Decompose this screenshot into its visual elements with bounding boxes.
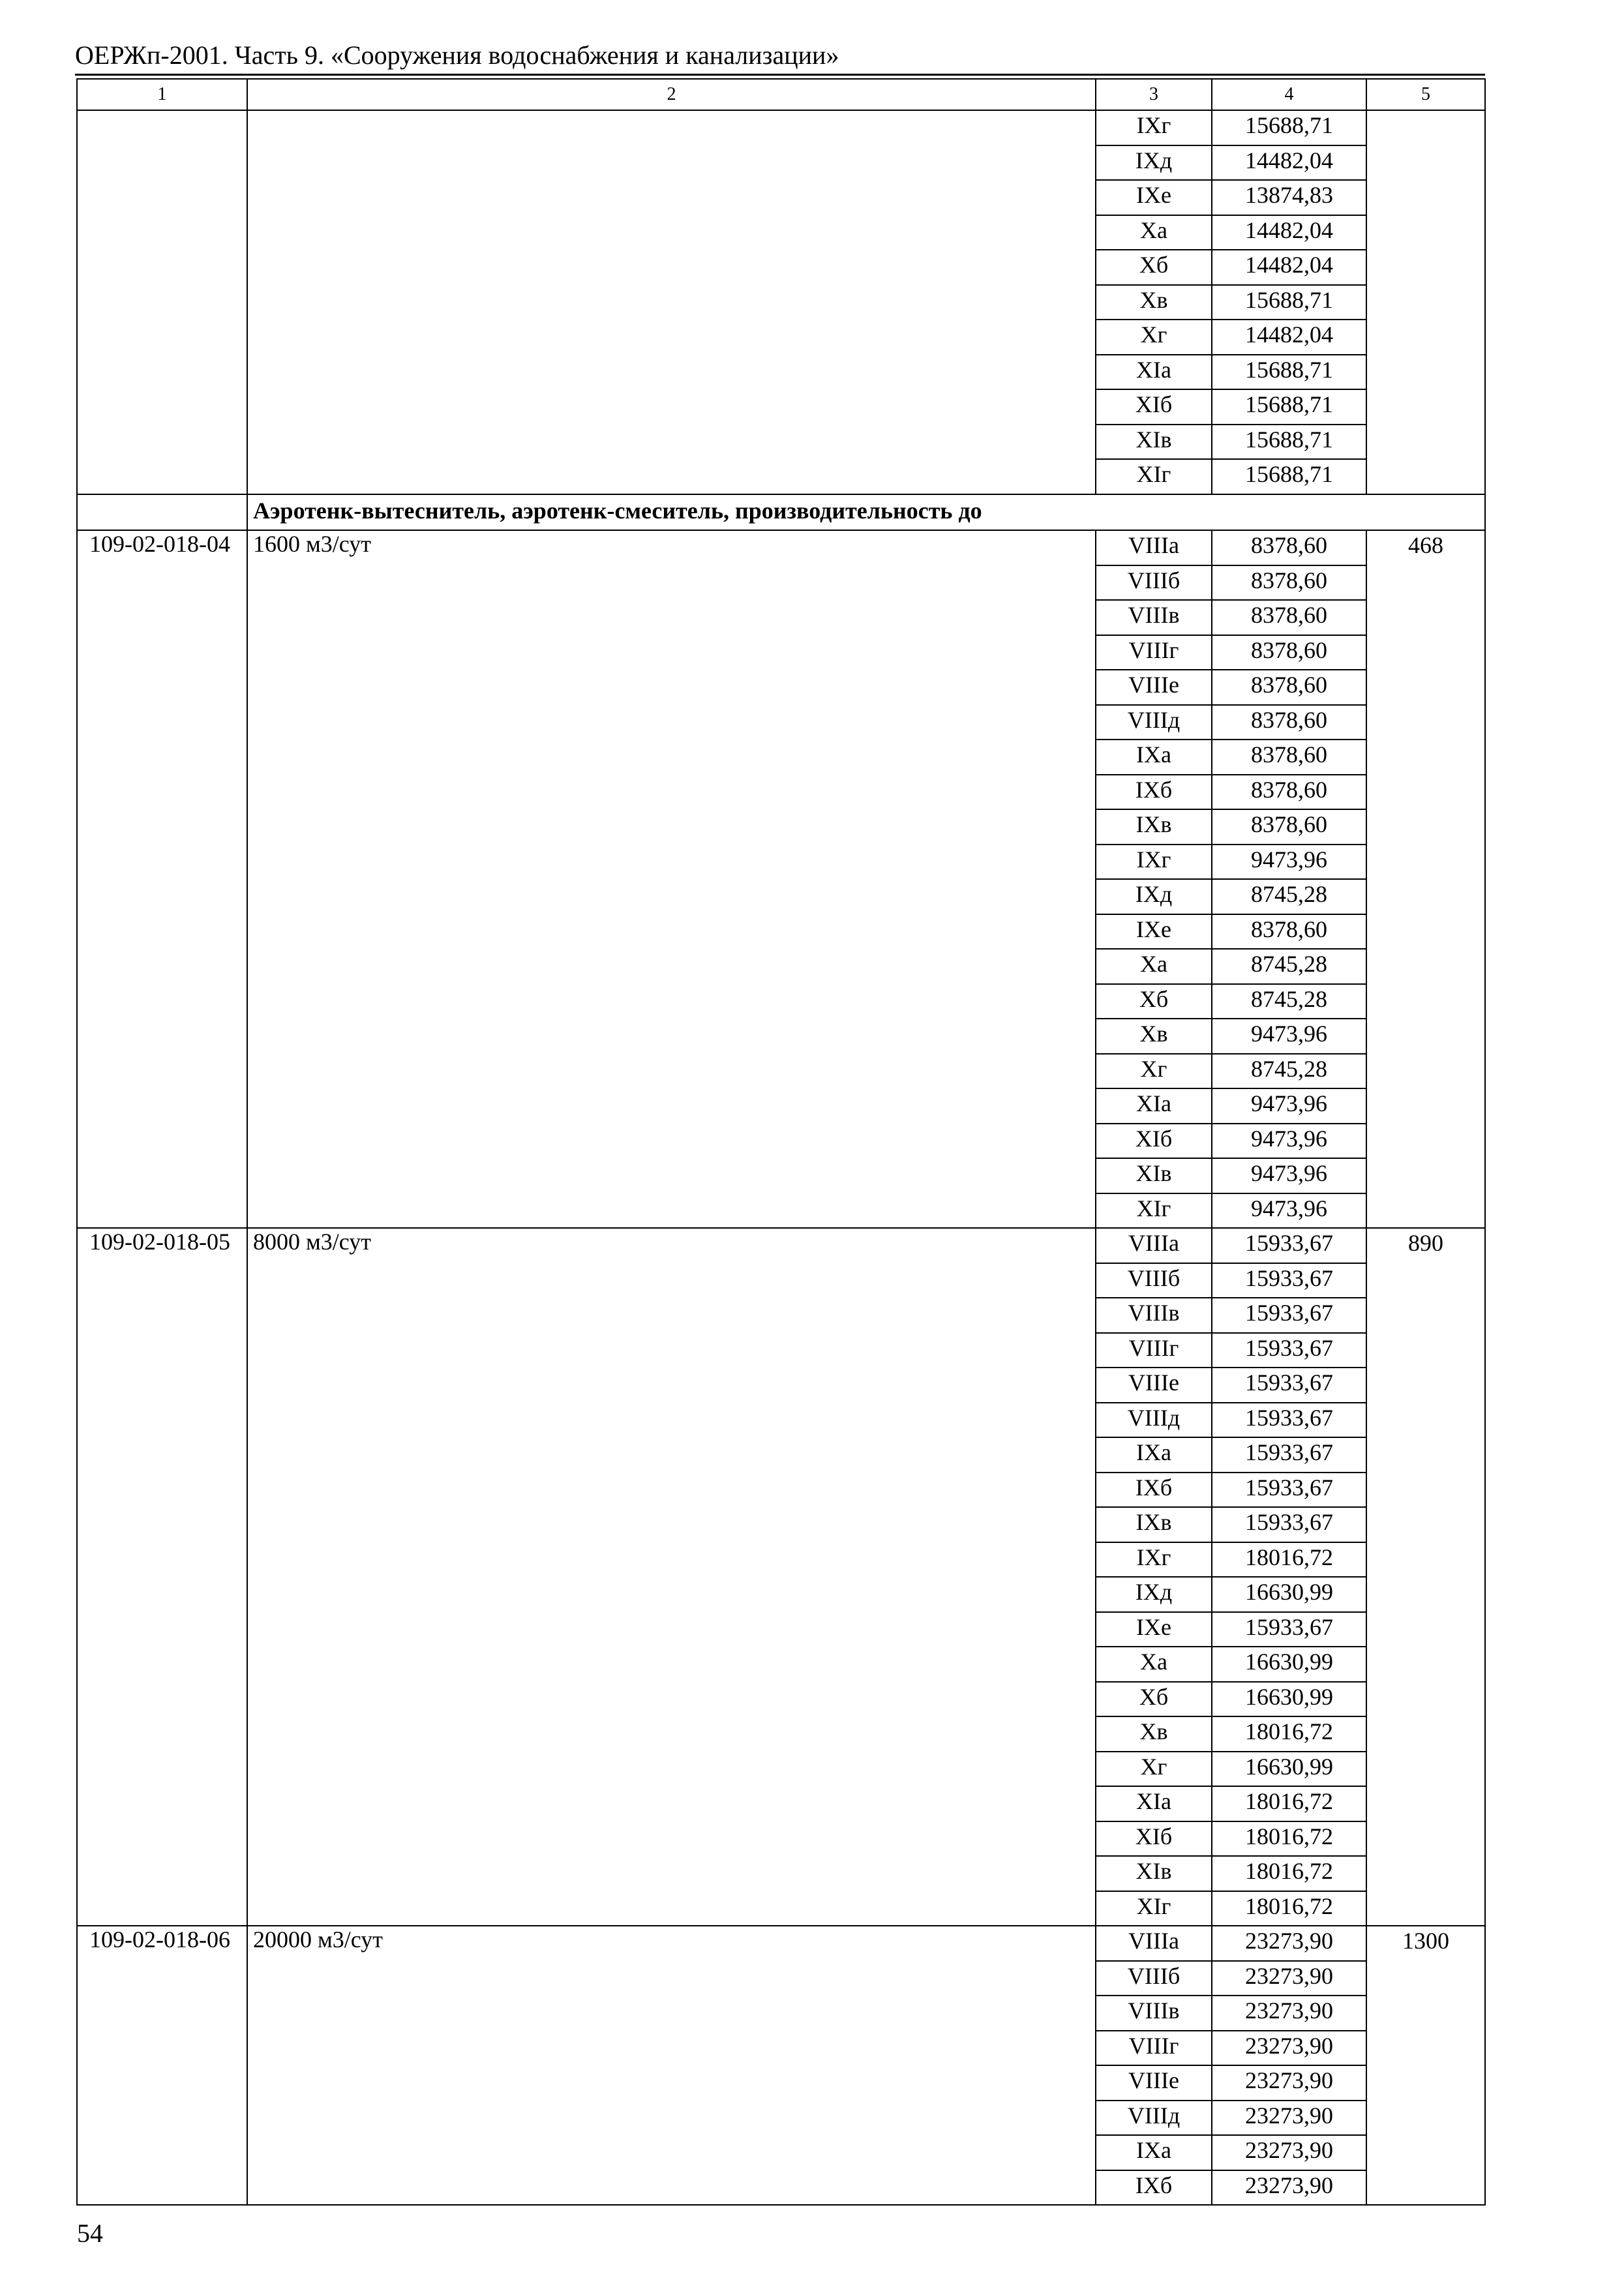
price-cell: 8378,60 [1212, 635, 1366, 670]
col5-cell [1366, 110, 1485, 494]
price-cell: 8378,60 [1212, 740, 1366, 775]
table-row [77, 1926, 1485, 1961]
header-rule [75, 74, 1485, 76]
zone-cell: XIа [1096, 1786, 1212, 1821]
zone-cell: VIIIе [1096, 670, 1212, 705]
column-number: 5 [1366, 79, 1485, 110]
price-cell: 15933,67 [1212, 1507, 1366, 1542]
price-cell: 15688,71 [1212, 389, 1366, 425]
zone-cell: IXа [1096, 1437, 1212, 1473]
item-code: 109-02-018-05 [77, 1228, 247, 1926]
price-cell: 15933,67 [1212, 1403, 1366, 1438]
section-title: Аэротенк-вытеснитель, аэротенк-смеситель, производительность до [247, 494, 1485, 531]
zone-cell: VIIIа [1096, 530, 1212, 565]
zone-cell: IXд [1096, 1577, 1212, 1612]
price-cell: 9473,96 [1212, 1158, 1366, 1193]
table-row [77, 110, 1485, 145]
zone-cell: VIIIд [1096, 2101, 1212, 2136]
zone-cell: VIIIв [1096, 1996, 1212, 2031]
zone-cell: Xа [1096, 949, 1212, 984]
column-number: 2 [247, 79, 1096, 110]
item-name: 8000 м3/сут [247, 1228, 1096, 1926]
zone-cell: IXб [1096, 2170, 1212, 2206]
zone-cell: XIг [1096, 1891, 1212, 1926]
price-cell: 13874,83 [1212, 180, 1366, 215]
price-cell: 18016,72 [1212, 1821, 1366, 1857]
zone-cell: VIIIг [1096, 2031, 1212, 2066]
zone-cell: XIб [1096, 1124, 1212, 1159]
item-col5: 468 [1366, 530, 1485, 1228]
zone-cell: VIIIб [1096, 1961, 1212, 1996]
zone-cell: VIIIб [1096, 565, 1212, 601]
zone-cell: Xб [1096, 984, 1212, 1019]
item-code: 109-02-018-04 [77, 530, 247, 1228]
price-cell: 23273,90 [1212, 2065, 1366, 2101]
item-code: 109-02-018-06 [77, 1926, 247, 2205]
zone-cell: IXг [1096, 110, 1212, 145]
zone-cell: IXе [1096, 180, 1212, 215]
price-cell: 23273,90 [1212, 1996, 1366, 2031]
zone-cell: IXд [1096, 145, 1212, 181]
price-table [76, 78, 1486, 2206]
price-cell: 8378,60 [1212, 565, 1366, 601]
zone-cell: VIIIа [1096, 1926, 1212, 1961]
price-cell: 15933,67 [1212, 1333, 1366, 1368]
zone-cell: VIIIе [1096, 1368, 1212, 1403]
zone-cell: IXд [1096, 879, 1212, 914]
price-cell: 15688,71 [1212, 110, 1366, 145]
zone-cell: VIIIб [1096, 1263, 1212, 1298]
zone-cell: Xг [1096, 320, 1212, 355]
price-cell: 8378,60 [1212, 914, 1366, 950]
price-cell: 23273,90 [1212, 1961, 1366, 1996]
code-cell [77, 110, 247, 494]
price-cell: 15933,67 [1212, 1298, 1366, 1333]
price-cell: 18016,72 [1212, 1856, 1366, 1891]
price-cell: 15688,71 [1212, 425, 1366, 460]
price-cell: 15688,71 [1212, 285, 1366, 320]
price-cell: 16630,99 [1212, 1577, 1366, 1612]
zone-cell: Xв [1096, 1716, 1212, 1752]
zone-cell: IXг [1096, 845, 1212, 880]
zone-cell: IXе [1096, 914, 1212, 950]
price-cell: 18016,72 [1212, 1542, 1366, 1578]
price-cell: 8378,60 [1212, 670, 1366, 705]
zone-cell: Xв [1096, 285, 1212, 320]
price-cell: 23273,90 [1212, 1926, 1366, 1961]
price-cell: 15933,67 [1212, 1473, 1366, 1508]
price-cell: 9473,96 [1212, 1124, 1366, 1159]
zone-cell: IXа [1096, 740, 1212, 775]
price-cell: 18016,72 [1212, 1786, 1366, 1821]
price-cell: 23273,90 [1212, 2101, 1366, 2136]
zone-cell: VIIIе [1096, 2065, 1212, 2101]
price-cell: 23273,90 [1212, 2031, 1366, 2066]
page-number: 54 [77, 2219, 103, 2248]
zone-cell: XIа [1096, 1088, 1212, 1124]
item-col5: 890 [1366, 1228, 1485, 1926]
zone-cell: VIIIд [1096, 705, 1212, 740]
zone-cell: Xг [1096, 1752, 1212, 1787]
column-number: 4 [1212, 79, 1366, 110]
price-cell: 15933,67 [1212, 1368, 1366, 1403]
item-col5: 1300 [1366, 1926, 1485, 2205]
price-cell: 15933,67 [1212, 1437, 1366, 1473]
zone-cell: VIIIд [1096, 1403, 1212, 1438]
zone-cell: XIа [1096, 355, 1212, 390]
zone-cell: IXа [1096, 2135, 1212, 2170]
price-cell: 14482,04 [1212, 145, 1366, 181]
zone-cell: XIв [1096, 425, 1212, 460]
zone-cell: VIIIг [1096, 635, 1212, 670]
column-number: 3 [1096, 79, 1212, 110]
price-cell: 8745,28 [1212, 1054, 1366, 1089]
zone-cell: VIIIв [1096, 1298, 1212, 1333]
running-head: ОЕРЖп-2001. Часть 9. «Сооружения водоснабжения и канализации» [75, 40, 839, 70]
price-cell: 14482,04 [1212, 215, 1366, 250]
table-row [77, 1228, 1485, 1263]
zone-cell: XIб [1096, 389, 1212, 425]
price-cell: 23273,90 [1212, 2170, 1366, 2206]
zone-cell: VIIIа [1096, 1228, 1212, 1263]
price-cell: 8378,60 [1212, 705, 1366, 740]
price-cell: 9473,96 [1212, 1019, 1366, 1054]
price-cell: 9473,96 [1212, 1088, 1366, 1124]
zone-cell: Xв [1096, 1019, 1212, 1054]
price-cell: 8378,60 [1212, 775, 1366, 810]
column-number: 1 [77, 79, 247, 110]
section-code-cell [77, 494, 247, 531]
zone-cell: VIIIг [1096, 1333, 1212, 1368]
price-cell: 16630,99 [1212, 1682, 1366, 1717]
price-cell: 14482,04 [1212, 250, 1366, 285]
zone-cell: Xа [1096, 215, 1212, 250]
price-cell: 8378,60 [1212, 809, 1366, 845]
zone-cell: IXе [1096, 1612, 1212, 1647]
price-cell: 15933,67 [1212, 1228, 1366, 1263]
table-body [77, 110, 1485, 2205]
zone-cell: XIг [1096, 1193, 1212, 1229]
price-cell: 15688,71 [1212, 459, 1366, 494]
zone-cell: IXб [1096, 775, 1212, 810]
zone-cell: XIв [1096, 1856, 1212, 1891]
section-row [77, 494, 1485, 531]
zone-cell: Xб [1096, 250, 1212, 285]
price-cell: 15933,67 [1212, 1612, 1366, 1647]
zone-cell: XIв [1096, 1158, 1212, 1193]
column-number-row [77, 79, 1485, 110]
zone-cell: IXв [1096, 809, 1212, 845]
zone-cell: XIг [1096, 459, 1212, 494]
price-cell: 8378,60 [1212, 600, 1366, 635]
price-cell: 9473,96 [1212, 845, 1366, 880]
zone-cell: VIIIв [1096, 600, 1212, 635]
zone-cell: IXб [1096, 1473, 1212, 1508]
zone-cell: Xб [1096, 1682, 1212, 1717]
item-name: 20000 м3/сут [247, 1926, 1096, 2205]
price-cell: 18016,72 [1212, 1891, 1366, 1926]
price-cell: 8745,28 [1212, 984, 1366, 1019]
price-cell: 8745,28 [1212, 879, 1366, 914]
zone-cell: IXг [1096, 1542, 1212, 1578]
table-row [77, 530, 1485, 565]
price-cell: 15933,67 [1212, 1263, 1366, 1298]
price-cell: 18016,72 [1212, 1716, 1366, 1752]
price-cell: 9473,96 [1212, 1193, 1366, 1229]
price-cell: 8378,60 [1212, 530, 1366, 565]
price-cell: 8745,28 [1212, 949, 1366, 984]
price-cell: 15688,71 [1212, 355, 1366, 390]
zone-cell: Xа [1096, 1647, 1212, 1682]
price-cell: 14482,04 [1212, 320, 1366, 355]
price-cell: 23273,90 [1212, 2135, 1366, 2170]
price-cell: 16630,99 [1212, 1647, 1366, 1682]
zone-cell: XIб [1096, 1821, 1212, 1857]
item-name: 1600 м3/сут [247, 530, 1096, 1228]
price-cell: 16630,99 [1212, 1752, 1366, 1787]
zone-cell: IXв [1096, 1507, 1212, 1542]
name-cell [247, 110, 1096, 494]
zone-cell: Xг [1096, 1054, 1212, 1089]
